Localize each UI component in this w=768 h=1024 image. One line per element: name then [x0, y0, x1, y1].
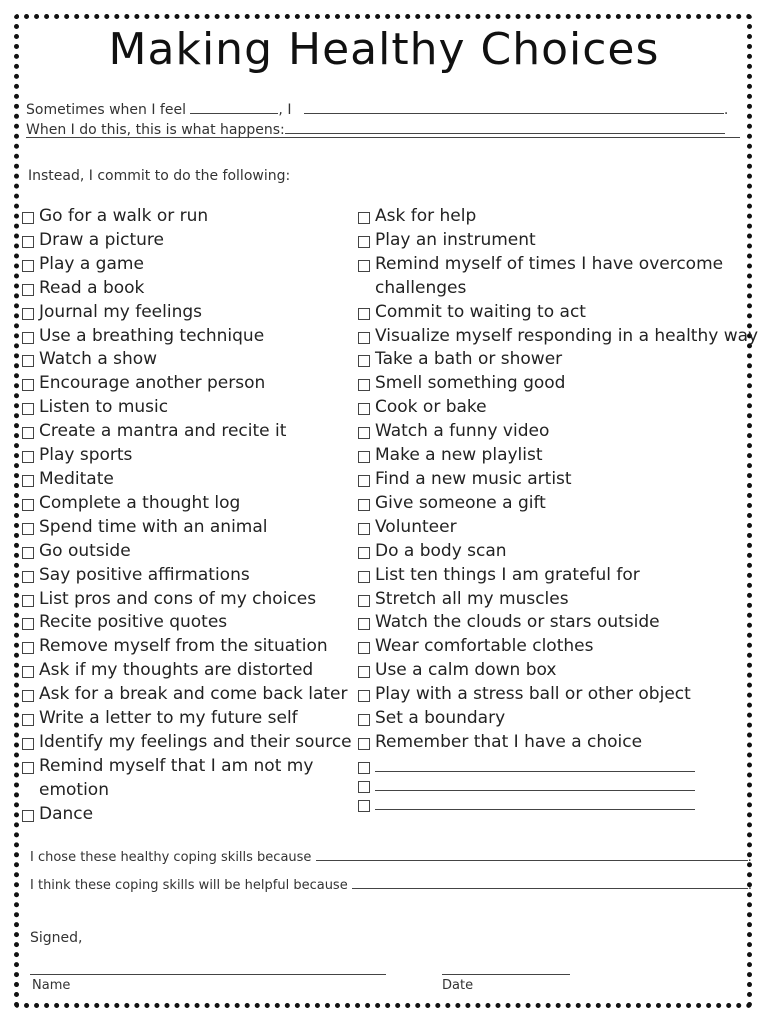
checklist-item — [22, 588, 352, 612]
checkbox[interactable] — [22, 571, 34, 583]
checkbox[interactable] — [22, 642, 34, 654]
checklist-item-label: Wear comfortable clothes — [375, 636, 594, 657]
checklist-item-label: Find a new music artist — [375, 468, 572, 489]
action-blank[interactable] — [304, 100, 724, 114]
chose-prompt: I chose these healthy coping skills because — [30, 850, 312, 865]
checklist-item-label: Ask if my thoughts are distorted — [39, 660, 314, 681]
checklist-item — [22, 301, 352, 325]
checkbox[interactable] — [358, 666, 370, 678]
checklist-item — [22, 372, 352, 396]
checklist-item-label: Use a breathing technique — [39, 325, 265, 346]
checklist-item — [358, 659, 758, 683]
checklist-item-label: Recite positive quotes — [39, 612, 228, 633]
checklist-item — [358, 468, 758, 492]
checklist-item — [358, 205, 758, 229]
checkbox[interactable] — [358, 781, 370, 793]
checklist-item — [358, 492, 758, 516]
checklist-item — [22, 229, 352, 253]
checklist-item — [358, 707, 758, 731]
happens-prompt: When I do this, this is what happens: — [26, 122, 285, 138]
checklist-item-label: Remind myself of times I have overcome challenges — [375, 253, 724, 298]
checklist-item — [358, 444, 758, 468]
feel-prompt-mid: , I — [278, 102, 292, 118]
checkbox[interactable] — [358, 642, 370, 654]
checklist-item — [22, 348, 352, 372]
write-in-item — [358, 755, 758, 774]
checklist-item-label: List ten things I am grateful for — [375, 564, 640, 585]
checklist-item-label: Journal my feelings — [39, 301, 202, 322]
date-signature-line[interactable] — [442, 974, 570, 975]
commit-prompt: Instead, I commit to do the following: — [28, 168, 291, 184]
checkbox[interactable] — [358, 212, 370, 224]
checkbox[interactable] — [358, 571, 370, 583]
checklist-item — [22, 611, 352, 635]
checkbox[interactable] — [22, 595, 34, 607]
feel-prompt-start: Sometimes when I feel — [26, 102, 186, 118]
checkbox[interactable] — [358, 403, 370, 415]
checkbox[interactable] — [22, 475, 34, 487]
checklist-item — [358, 253, 758, 301]
write-in-line[interactable] — [375, 793, 695, 810]
checklist-item-label: Do a body scan — [375, 540, 507, 561]
checkbox[interactable] — [22, 260, 34, 272]
checklist-item — [22, 205, 352, 229]
checklist-item-label: Play an instrument — [375, 229, 536, 250]
checkbox[interactable] — [358, 332, 370, 344]
checkbox[interactable] — [22, 308, 34, 320]
checkbox[interactable] — [22, 403, 34, 415]
checkbox[interactable] — [22, 427, 34, 439]
checklist-item — [22, 803, 352, 827]
checklist-item — [22, 468, 352, 492]
happens-blank[interactable] — [285, 120, 725, 134]
checklist-item — [22, 707, 352, 731]
checkbox[interactable] — [358, 260, 370, 272]
checkbox[interactable] — [358, 236, 370, 248]
checklist-item-label: Ask for a break and come back later — [39, 684, 348, 705]
checklist-item-label: Identify my feelings and their source — [39, 731, 352, 752]
checkbox[interactable] — [22, 451, 34, 463]
checkbox[interactable] — [358, 738, 370, 750]
checklist-item-label: Remember that I have a choice — [375, 731, 643, 752]
checklist-item-label: Draw a picture — [39, 229, 165, 250]
checklist-item-label: Make a new playlist — [375, 445, 543, 466]
checkbox[interactable] — [22, 379, 34, 391]
checklist-item-label: Ask for help — [375, 206, 477, 226]
checkbox[interactable] — [22, 547, 34, 559]
checklist-item-label: Write a letter to my future self — [39, 708, 298, 729]
checkbox[interactable] — [358, 475, 370, 487]
checklist-item — [22, 253, 352, 277]
checklist-item — [358, 516, 758, 540]
checklist-item-label: Go outside — [39, 540, 131, 561]
page-title: Making Healthy Choices — [108, 24, 660, 75]
checklist-item — [358, 229, 758, 253]
checklist-item-label: Remind myself that I am not my emotion — [39, 755, 314, 800]
checkbox[interactable] — [358, 427, 370, 439]
checkbox[interactable] — [358, 355, 370, 367]
checkbox[interactable] — [22, 236, 34, 248]
checklist-item-label: Cook or bake — [375, 397, 487, 418]
checkbox[interactable] — [22, 690, 34, 702]
happens-prompt-row — [26, 120, 725, 138]
checklist-item-label: Take a bath or shower — [375, 349, 563, 370]
checkbox[interactable] — [358, 308, 370, 320]
checkbox[interactable] — [358, 595, 370, 607]
chose-blank[interactable] — [316, 847, 748, 861]
checklist-item — [358, 588, 758, 612]
checkbox[interactable] — [358, 451, 370, 463]
checkbox[interactable] — [358, 523, 370, 535]
checklist-item-label: Give someone a gift — [375, 492, 546, 513]
checklist-item-label: Watch a show — [39, 349, 158, 370]
checklist-item-label: Visualize myself responding in a healthy way — [375, 325, 759, 346]
checkbox[interactable] — [358, 714, 370, 726]
checklist-item — [22, 540, 352, 564]
checklist-item — [22, 516, 352, 540]
checklist-item-label: Play a game — [39, 253, 144, 274]
checkbox[interactable] — [358, 690, 370, 702]
write-in-line[interactable] — [375, 774, 695, 791]
checklist-item — [358, 564, 758, 588]
checklist-item — [358, 301, 758, 325]
checklist-item-label: Spend time with an animal — [39, 516, 268, 537]
checklist-item — [22, 659, 352, 683]
checklist-item-label: Volunteer — [375, 516, 457, 537]
checkbox[interactable] — [358, 762, 370, 774]
checklist-item — [22, 444, 352, 468]
checklist-item-label: Dance — [39, 803, 94, 824]
checkbox[interactable] — [22, 810, 34, 822]
name-label: Name — [32, 978, 71, 993]
checkbox[interactable] — [22, 284, 34, 296]
checklist-item-label: Say positive affirmations — [39, 564, 250, 585]
checklist-item — [22, 683, 352, 707]
helpful-prompt: I think these coping skills will be helpful because — [30, 878, 348, 893]
checkbox[interactable] — [22, 762, 34, 774]
checklist-item — [358, 731, 758, 755]
checklist-item-label: Commit to waiting to act — [375, 301, 586, 322]
checklist-item — [22, 492, 352, 516]
checklist-item — [358, 683, 758, 707]
checklist-item-label: Listen to music — [39, 397, 169, 418]
checklist-item — [358, 325, 758, 349]
checklist-item — [22, 396, 352, 420]
checklist-item — [22, 277, 352, 301]
name-signature-line[interactable] — [30, 974, 386, 975]
checklist-item-label: Set a boundary — [375, 708, 506, 729]
helpful-prompt-row: I think these coping skills will be helpful because . — [30, 875, 752, 893]
checklist-item-label: Meditate — [39, 468, 114, 489]
checkbox[interactable] — [22, 666, 34, 678]
checklist-item-label: Encourage another person — [39, 373, 266, 394]
checklist-item-label: Read a book — [39, 277, 145, 298]
checklist-item — [358, 635, 758, 659]
checklist-item — [358, 372, 758, 396]
checklist-item-label: Complete a thought log — [39, 492, 241, 513]
checklist-item-label: Create a mantra and recite it — [39, 421, 287, 442]
checkbox[interactable] — [22, 618, 34, 630]
write-in-item — [358, 774, 758, 793]
checklist-item-label: List pros and cons of my choices — [39, 588, 317, 609]
write-in-item — [358, 793, 758, 812]
checklist-item — [358, 611, 758, 635]
feel-prompt-row: Sometimes when I feel , I . — [26, 102, 729, 118]
checkbox[interactable] — [22, 355, 34, 367]
chose-prompt-row: I chose these healthy coping skills because . — [30, 847, 752, 865]
checklist-item — [358, 348, 758, 372]
checkbox[interactable] — [22, 523, 34, 535]
left-checklist — [22, 205, 352, 827]
checkbox[interactable] — [22, 738, 34, 750]
checkbox[interactable] — [22, 332, 34, 344]
checklist-item — [22, 635, 352, 659]
checklist-item — [358, 420, 758, 444]
happens-continuation-line[interactable] — [26, 137, 740, 138]
checkbox[interactable] — [358, 618, 370, 630]
checklist-item — [22, 325, 352, 349]
checklist-item-label: Watch a funny video — [375, 421, 550, 442]
checkbox[interactable] — [358, 800, 370, 812]
checkbox[interactable] — [358, 499, 370, 511]
checklist-item-label: Play with a stress ball or other object — [375, 684, 691, 705]
signed-label: Signed, — [30, 930, 83, 946]
checkbox[interactable] — [22, 714, 34, 726]
checkbox[interactable] — [358, 547, 370, 559]
checklist-item — [358, 396, 758, 420]
feel-blank[interactable] — [190, 100, 278, 114]
date-label: Date — [442, 978, 474, 993]
checklist-item — [22, 420, 352, 444]
write-in-line[interactable] — [375, 755, 695, 772]
checkbox[interactable] — [22, 212, 34, 224]
checklist-item-label: Use a calm down box — [375, 660, 557, 681]
checklist-item-label: Go for a walk or run — [39, 206, 209, 226]
checklist-item-label: Stretch all my muscles — [375, 588, 569, 609]
helpful-blank[interactable] — [352, 875, 748, 889]
right-checklist — [358, 205, 758, 812]
checklist-item-label: Smell something good — [375, 373, 566, 394]
checklist-item — [22, 564, 352, 588]
checklist-item-label: Play sports — [39, 445, 133, 466]
checklist-item-label: Watch the clouds or stars outside — [375, 612, 660, 633]
checklist-item — [22, 731, 352, 755]
checkbox[interactable] — [358, 379, 370, 391]
checklist-item-label: Remove myself from the situation — [39, 636, 328, 657]
checkbox[interactable] — [22, 499, 34, 511]
checklist-item — [22, 755, 352, 803]
checklist-item — [358, 540, 758, 564]
